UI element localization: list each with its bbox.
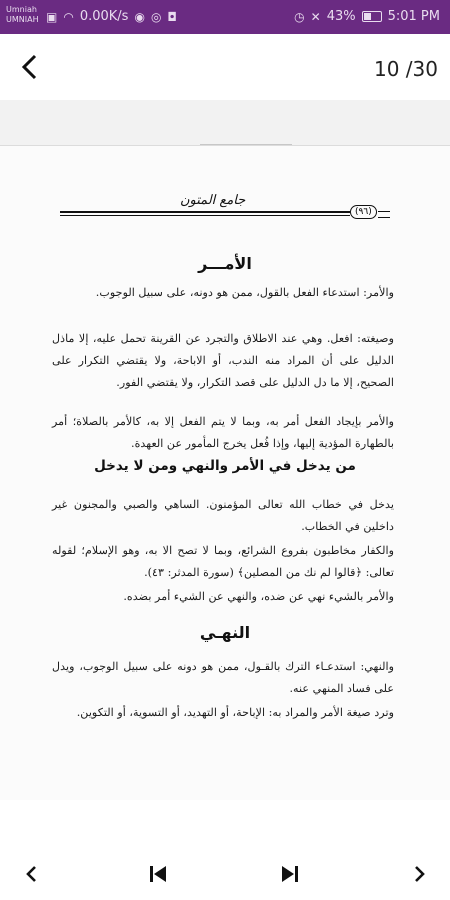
network-speed: 0.00K/s — [79, 9, 129, 24]
battery-percent: 43% — [326, 9, 356, 24]
app-bar — [0, 34, 450, 100]
back-button[interactable] — [14, 51, 46, 83]
document-page — [0, 145, 450, 801]
skip-end-icon — [280, 865, 300, 883]
chevron-right-icon — [413, 864, 427, 884]
gallery-icon: ▣ — [46, 9, 58, 24]
paragraph: وترد صيغة الأمر والمراد به: الإباحة، أو التهديد، أو التسوية، أو التكوين. — [76, 706, 394, 719]
messenger-icon: ◉ — [134, 9, 145, 24]
skip-start-icon — [148, 865, 168, 883]
status-bar — [0, 0, 450, 34]
paragraph: والكفار مخاطبون بفروع الشرائع، وبما لا تصح الا به، وهو الإسلام؛ لقوله تعالى: ﴿قالوا لم نك من المصلين﴾ (سورة المدثر: ٤٣). — [52, 544, 394, 579]
wifi-icon: ◠ — [63, 9, 74, 24]
last-page-button[interactable] — [272, 856, 308, 892]
next-page-button[interactable] — [402, 856, 438, 892]
section-heading-amr: الأمـــر — [198, 254, 252, 273]
running-head — [60, 193, 390, 218]
mute-icon: ✕ — [310, 9, 321, 24]
paragraph: والأمر: استدعاء الفعل بالقول، ممن هو دونه، على سبيل الوجوب. — [95, 286, 394, 299]
divider — [378, 211, 390, 218]
status-left — [46, 9, 177, 24]
paragraph: والأمر بإيجاد الفعل أمر به، وبما لا يتم الفعل إلا به، كالأمر بالصلاة؛ أمر بالطهارة المؤدية إليها، وإذا فُعل يخرج المأمور عن العهدة. — [52, 415, 394, 450]
clock: 5:01 PM — [387, 9, 440, 24]
divider — [60, 211, 350, 213]
carrier-label — [6, 5, 46, 25]
bottom-navigation — [0, 800, 450, 900]
divider — [60, 215, 350, 216]
carrier-name: Umniah — [6, 5, 37, 14]
section-heading-who: من يدخل في الأمر والنهي ومن لا يدخل — [94, 458, 356, 474]
instagram-icon: ◘ — [167, 9, 177, 24]
paragraph: يدخل في خطاب الله تعالى المؤمنون. الساهي والصبي والمجنون غير داخلين في الخطاب. — [52, 498, 394, 533]
battery-icon — [362, 11, 382, 22]
alarm-icon: ◷ — [294, 9, 305, 24]
running-head-title: جامع المتون — [180, 193, 246, 208]
chevron-left-icon — [24, 864, 38, 884]
previous-page-button[interactable] — [13, 856, 49, 892]
whatsapp-icon: ◎ — [150, 9, 162, 24]
paragraph: والنهي: استدعـاء الترك بالقـول، ممن هو دونه على سبيل الوجوب، ويدل على فساد المنهي عنه. — [52, 660, 394, 695]
carrier-name-2: UMNIAH — [6, 15, 39, 24]
first-page-button[interactable] — [140, 856, 176, 892]
paragraph: وصيغته: افعل. وهي عند الاطلاق والتجرد عن القرينة تحمل عليه، إلا ماذل الدليل على أن المراد منه الندب، أو الاباحة، ولا يقتضي التكرار على الصحيح، إلا ما دل الدليل على قصد التكرار، ولا يقتضي الفور. — [52, 332, 394, 389]
paragraph: والأمر بالشيء نهي عن ضده، والنهي عن الشيء أمر بضده. — [123, 590, 394, 603]
section-heading-nahy: النهـي — [199, 623, 251, 642]
pdf-viewer[interactable] — [0, 100, 450, 800]
page-counter: 10 /30 — [374, 57, 438, 81]
arrow-left-icon — [20, 53, 40, 81]
status-right — [294, 9, 440, 24]
page-number: (٩٦) — [350, 205, 377, 219]
